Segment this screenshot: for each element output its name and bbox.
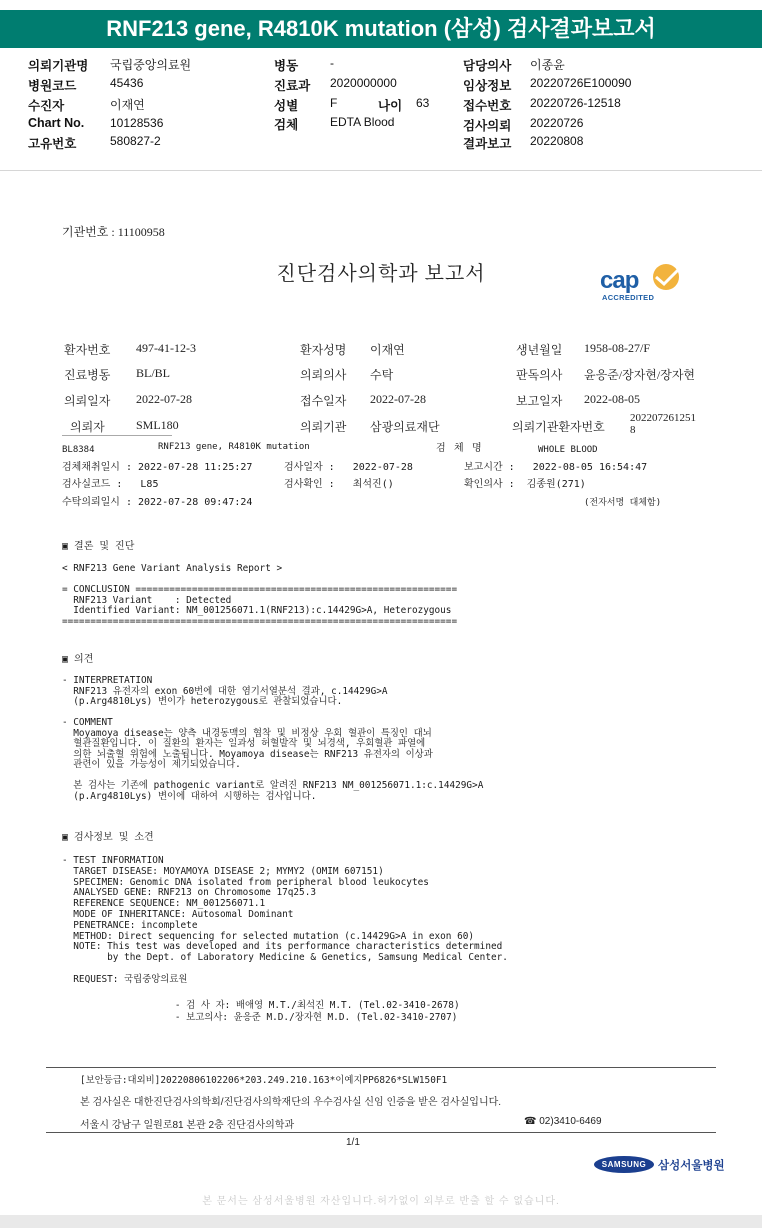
value-attending-doctor: 이종윤 (530, 58, 565, 72)
certification-line: 본 검사실은 대한진단검사의학회/진단검사의학재단의 우수검사실 신임 인증을 받은 검사실입니다. (80, 1097, 502, 1108)
value-specimen: EDTA Blood (330, 115, 395, 129)
label-patient-no: 환자번호 (64, 343, 111, 357)
verifying-doctor: 확인의사 : 김종원(271) (464, 479, 586, 490)
hospital-name: 삼성서울병원 (658, 1160, 725, 1172)
label-request-date: 검사의뢰 (463, 119, 512, 133)
testinfo-body: - TEST INFORMATION TARGET DISEASE: MOYAMOYA DISEASE 2; MYMY2 (OMIM 607151) SPECIMEN: Genomic DNA isolated from peripheral blood leukocytes ANALYSED GENE: RNF213 on Chromosome 17q25.3 REFERENCE SEQUENCE: NM_001256071.1 MODE OF INHERITANCE: Autosomal Dominant PENETRANCE: incomplete METHOD: Direct sequencing for selected mutation (c.14429G>A in exon 60) NOTE: This test was developed and its performance characteristics determined by the Dept. of Laboratory Medicine & Genetics, Samsung Medical Center. REQUEST: 국립중앙의료원 (62, 855, 508, 985)
page-number: 1/1 (346, 1137, 360, 1148)
label-requester: 의뢰자 (70, 420, 105, 434)
value-receipt-date: 2022-07-28 (370, 392, 426, 406)
footer-divider-2 (46, 1132, 716, 1133)
label-sex: 성별 (274, 99, 299, 113)
label-attending-doctor: 담당의사 (463, 59, 512, 73)
receive-time: 수탁의뢰일시 : 2022-07-28 09:47:24 (62, 497, 253, 508)
value-examinee: 이재연 (110, 98, 145, 112)
label-receipt-date: 접수일자 (300, 394, 347, 408)
value-chart-no: 10128536 (110, 116, 164, 130)
value-request-date: 20220726 (530, 116, 584, 130)
label-requesting-org: 의뢰기관명 (28, 59, 89, 73)
section-testinfo-heading: ▣ 검사정보 및 소견 (62, 832, 154, 843)
label-unique-no: 고유번호 (28, 137, 77, 151)
value-requesting-org: 국립중앙의료원 (110, 58, 192, 72)
test-confirmer: 검사확인 : 최석진() (284, 479, 394, 490)
section-opinion-heading: ▣ 의견 (62, 654, 94, 665)
value-institution-patient-no-cont: 8 (630, 424, 636, 436)
cap-accredited-text: ACCREDITED (602, 293, 655, 302)
value-unique-no: 580827-2 (110, 134, 161, 148)
label-receipt-no: 접수번호 (463, 99, 512, 113)
value-ordering-doctor: 수탁 (370, 368, 394, 382)
address-line: 서울시 강남구 일원로81 본관 2층 진단검사의학과 (80, 1120, 295, 1131)
value-requesting-institution: 삼광의료재단 (370, 420, 440, 434)
report-page (0, 171, 762, 1215)
test-code: BL8384 (62, 445, 95, 455)
label-reading-doctor: 판독의사 (516, 368, 563, 382)
conclusion-body: < RNF213 Gene Variant Analysis Report > = CONCLUSION ========================================================= RNF213 Variant : Detected Identified Variant: NM_001256071.1(RNF213):c.14429G>A, Heterozygous ====================================================================== (62, 563, 458, 627)
institution-number: 기관번호 : 11100958 (62, 225, 165, 239)
label-specimen: 검체 (274, 118, 299, 132)
test-date: 검사일자 : 2022-07-28 (284, 462, 413, 473)
value-requester: SML180 (136, 418, 179, 432)
label-age: 나이 (378, 99, 403, 113)
value-result-date: 20220808 (530, 134, 584, 148)
value-patient-name: 이재연 (370, 343, 405, 357)
footer-divider (46, 1067, 716, 1068)
label-ordering-doctor: 의뢰의사 (300, 368, 347, 382)
label-examinee: 수진자 (28, 99, 65, 113)
value-institution-patient-no: 202207261251 (630, 412, 696, 424)
value-patient-no: 497-41-12-3 (136, 341, 196, 355)
report-time: 보고시간 : 2022-08-05 16:54:47 (464, 462, 648, 473)
value-report-date: 2022-08-05 (584, 392, 640, 406)
label-result-date: 결과보고 (463, 137, 512, 151)
label-birth-date: 생년월일 (516, 343, 563, 357)
phone-line: ☎ 02)3410-6469 (524, 1116, 602, 1127)
disclaimer-watermark: 본 문서는 삼성서울병원 자산입니다.허가없이 외부로 반출 할 수 없습니다. (202, 1196, 560, 1207)
section-conclusion-heading: ▣ 결론 및 진단 (62, 541, 135, 552)
label-patient-name: 환자성명 (300, 343, 347, 357)
label-hospital-code: 병원코드 (28, 79, 77, 93)
label-order-date: 의뢰일자 (64, 394, 111, 408)
value-ward: - (330, 56, 334, 70)
value-birth-date: 1958-08-27/F (584, 341, 650, 355)
value-order-date: 2022-07-28 (136, 392, 192, 406)
label-chart-no: Chart No. (28, 116, 85, 130)
value-receipt-no: 20220726-12518 (530, 96, 621, 110)
value-reading-doctor: 윤응준/장자현/장자현 (584, 368, 695, 382)
test-name: RNF213 gene, R4810K mutation (158, 442, 310, 452)
opinion-body: - INTERPRETATION RNF213 유전자의 exon 60번에 대한 염기서열분석 결과, c.14429G>A (p.Arg4810Lys) 변이가 heterozygous로 관찰되었습니다. - COMMENT Moyamoya disease는 양측 내경동맥의 협착 및 비정상 우회 혈관이 특징인 대뇌 혈관질환입니다. 이 질환의 환자는 일과성 허혈발작 및 뇌경색, 우회혈관 파열에 의한 뇌출혈 위험에 노출됩니다. Moyamoya disease는 RNF213 유전자의 이상과 관련이 있을 가능성이 제기되었습니다. 본 검사는 기존에 pathogenic variant로 알려진 RNF213 NM_001256071.1:c.14429G>A (p.Arg4810Lys) 변이에 대하여 시행하는 검사입니다. (62, 675, 484, 802)
report-title-bar: RNF213 gene, R4810K mutation (삼성) 검사결과보고서 (0, 10, 762, 48)
collection-time: 검체채취일시 : 2022-07-28 11:25:27 (62, 462, 253, 473)
samsung-hospital-logo (594, 1154, 725, 1176)
cap-accredited-logo (598, 263, 690, 309)
value-age: 63 (416, 96, 430, 110)
document-title: 진단검사의학과 보고서 (276, 263, 486, 285)
specimen-value: WHOLE BLOOD (538, 445, 598, 455)
label-ward: 진료병동 (64, 368, 111, 382)
signers: - 검 사 자: 배애영 M.T./최석진 M.T. (Tel.02-3410-2678) - 보고의사: 윤응준 M.D./장자현 M.D. (Tel.02-3410-2707) (174, 1000, 460, 1023)
value-sex: F (330, 96, 338, 110)
label-department: 진료과 (274, 79, 311, 93)
label-clinical-info: 임상정보 (463, 79, 512, 93)
cap-logo-text: cap (600, 267, 639, 294)
lab-code: 검사실코드 : L85 (62, 479, 159, 490)
label-requesting-institution: 의뢰기관 (300, 420, 347, 434)
report-header (0, 0, 762, 171)
value-clinical-info: 20220726E100090 (530, 76, 632, 90)
divider (62, 435, 172, 436)
specimen-label: 검 체 명 (436, 443, 482, 454)
value-hospital-code: 45436 (110, 76, 144, 90)
esign-note: (전자서명 대체함) (584, 498, 662, 508)
security-line: [보안등급:대외비]20220806102206*203.249.210.163*이예지PP6826*SLW150F1 (80, 1075, 448, 1086)
samsung-logo-icon: SAMSUNG (594, 1156, 654, 1173)
label-report-date: 보고일자 (516, 394, 563, 408)
label-institution-patient-no: 의뢰기관환자번호 (512, 420, 605, 434)
value-department: 2020000000 (330, 76, 397, 90)
label-ward: 병동 (274, 59, 299, 73)
value-ward: BL/BL (136, 366, 171, 380)
